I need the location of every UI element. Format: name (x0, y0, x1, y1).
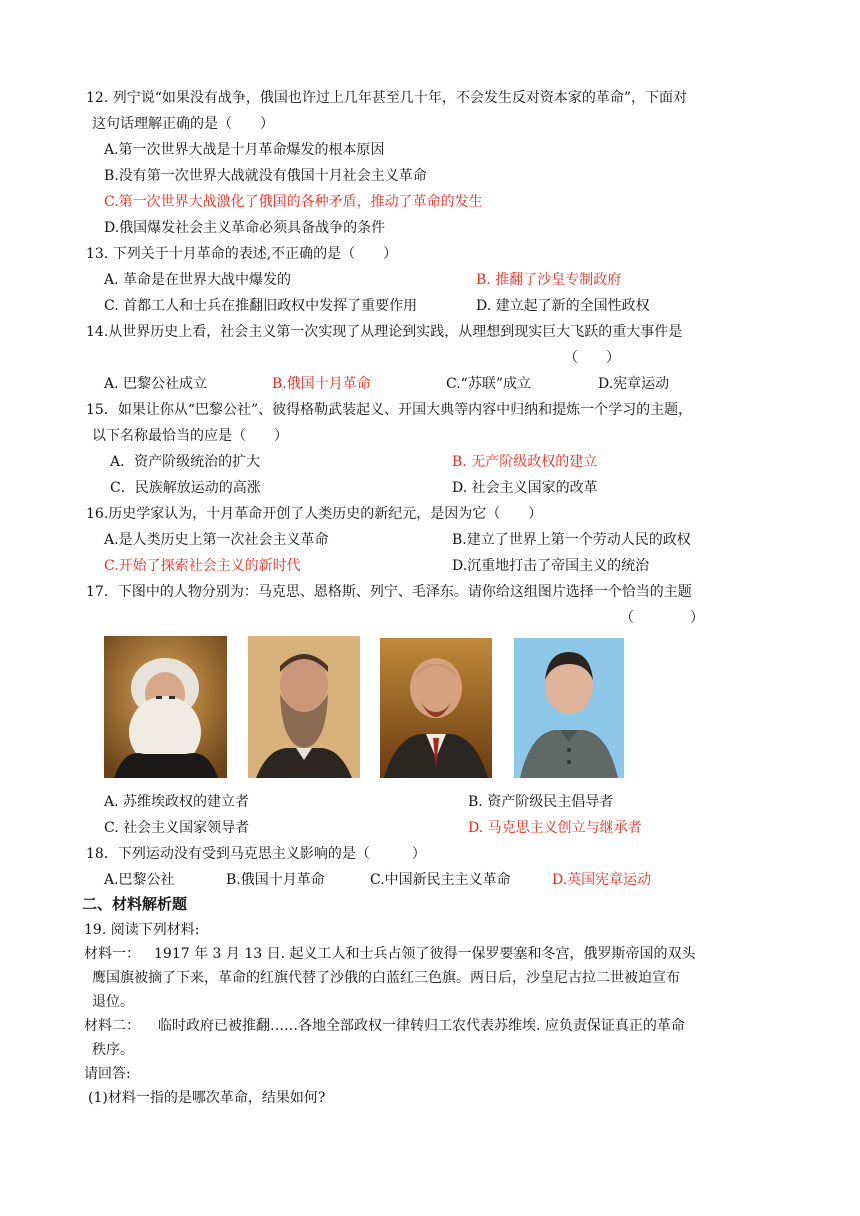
q14-answer-paren: （ ） (564, 350, 620, 366)
q17-stem: 17．下图中的人物分别为：马克思、恩格斯、列宁、毛泽东。请你给这组图片选择一个恰当的主题 (86, 584, 692, 600)
answer-prompt: 请回答: (84, 1066, 131, 1082)
q18-option-c: C.中国新民主主义革命 (370, 872, 511, 888)
q17-option-c: C. 社会主义国家领导者 (104, 820, 250, 836)
marx-portrait (104, 636, 227, 778)
q12-stem-line2: 这句话理解正确的是（ ） (92, 116, 274, 132)
q16-option-b: B.建立了世界上第一个劳动人民的政权 (452, 532, 691, 548)
q14-option-b-answer: B.俄国十月革命 (272, 376, 371, 392)
engels-portrait (248, 636, 360, 778)
material-one-label: 材料一： (84, 946, 140, 962)
q13-option-b-answer: B. 推翻了沙皇专制政府 (476, 272, 622, 288)
q19-intro: 19. 阅读下列材料: (84, 922, 200, 938)
q13-option-c: C. 首都工人和士兵在推翻旧政权中发挥了重要作用 (104, 298, 418, 314)
q14-option-a: A. 巴黎公社成立 (104, 376, 208, 392)
q16-stem: 16.历史学家认为，十月革命开创了人类历史的新纪元，是因为它（ ） (86, 506, 543, 522)
q17-option-b: B. 资产阶级民主倡导者 (468, 794, 614, 810)
q14-stem: 14.从世界历史上看，社会主义第一次实现了从理论到实践，从理想到现实巨大飞跃的重大事件是 (86, 324, 683, 340)
q12-option-c-answer: C.第一次世界大战激化了俄国的各种矛盾，推动了革命的发生 (104, 194, 483, 210)
q13-option-d: D. 建立起了新的全国性政权 (476, 298, 650, 314)
material-one-line1: 1917 年 3 月 13 日. 起义工人和士兵占领了彼得一保罗要塞和冬宫，俄罗斯帝国的双头 (154, 946, 696, 962)
q16-option-d: D.沉重地打击了帝国主义的统治 (452, 558, 650, 574)
q17-option-a: A. 苏维埃政权的建立者 (104, 794, 250, 810)
q16-option-a: A.是人类历史上第一次社会主义革命 (104, 532, 329, 548)
material-two-label: 材料二： (84, 1018, 140, 1034)
q14-option-c: C.“苏联”成立 (446, 376, 531, 392)
q15-stem-line2: 以下名称最恰当的应是（ ） (92, 428, 288, 444)
q18-option-a: A.巴黎公社 (104, 872, 175, 888)
q15-option-c: C．民族解放运动的高涨 (110, 480, 261, 496)
q14-option-d: D.宪章运动 (598, 376, 670, 392)
q15-option-a: A．资产阶级统治的扩大 (110, 454, 261, 470)
lenin-portrait (380, 638, 492, 778)
material-one-line2: 鹰国旗被摘了下来，革命的红旗代替了沙俄的白蓝红三色旗。两日后，沙皇尼古拉二世被迫宣布 (92, 970, 680, 986)
material-one-line3: 退位。 (92, 994, 134, 1010)
q18-option-b: B.俄国十月革命 (226, 872, 325, 888)
q17-option-d-answer: D. 马克思主义创立与继承者 (468, 820, 642, 836)
q12-option-b: B.没有第一次世界大战就没有俄国十月社会主义革命 (104, 168, 427, 184)
q15-stem-line1: 15．如果让你从“巴黎公社”、彼得格勒武装起义、开国大典等内容中归纳和提炼一个学习的主题， (86, 402, 693, 418)
q15-option-d: D. 社会主义国家的改革 (452, 480, 598, 496)
q18-stem: 18．下列运动没有受到马克思主义影响的是（ ） (86, 846, 426, 862)
q12-option-a: A.第一次世界大战是十月革命爆发的根本原因 (104, 142, 385, 158)
material-two-line2: 秩序。 (92, 1042, 134, 1058)
sub-question-1: (1)材料一指的是哪次革命，结果如何? (88, 1090, 326, 1106)
q12-option-d: D.俄国爆发社会主义革命必须具备战争的条件 (104, 220, 386, 236)
q12-stem-line1: 12. 列宁说“如果没有战争，俄国也许过上几年甚至几十年，不会发生反对资本家的革命”，下面对 (86, 90, 688, 106)
mao-portrait (514, 638, 624, 778)
q18-option-d-answer: D.英国宪章运动 (552, 872, 652, 888)
q16-option-c-answer: C.开始了探索社会主义的新时代 (104, 558, 301, 574)
material-two-line1: 临时政府已被推翻……各地全部政权一律转归工农代表苏维埃. 应负责保证真正的革命 (158, 1018, 685, 1034)
q15-option-b-answer: B. 无产阶级政权的建立 (452, 454, 598, 470)
q13-stem: 13. 下列关于十月革命的表述,不正确的是（ ） (86, 246, 398, 262)
q17-answer-paren: （ ） (620, 610, 704, 626)
section-heading: 二、材料解析题 (82, 895, 188, 913)
q13-option-a: A. 革命是在世界大战中爆发的 (104, 272, 292, 288)
